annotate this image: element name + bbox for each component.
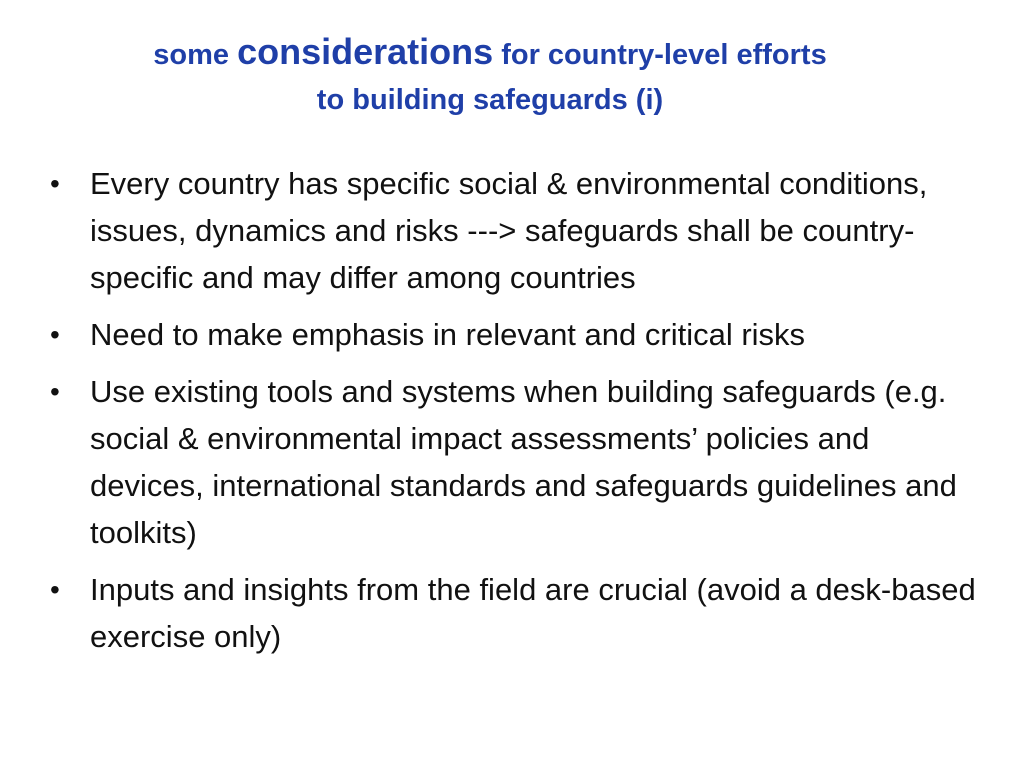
bullet-list <box>48 160 988 670</box>
bullet-dot-icon: • <box>50 319 60 350</box>
title-suffix: for country-level efforts <box>493 39 827 71</box>
bullet-dot-icon: • <box>50 168 60 199</box>
bullet-text: Inputs and insights from the field are crucial (avoid a desk-based exercise only) <box>90 572 976 654</box>
bullet-text: Use existing tools and systems when building safeguards (e.g. social & environmental impact assessments’ policies and devices, international standards and safeguards guidelines and toolkits) <box>90 374 957 550</box>
title-line-2: to building safeguards (i) <box>316 84 664 116</box>
bullet-text: Need to make emphasis in relevant and critical risks <box>90 317 806 352</box>
title-line-1 <box>60 28 920 84</box>
bullet-item <box>48 311 988 358</box>
bullet-text: Every country has specific social & environmental conditions, issues, dynamics and risks ---> safeguards shall be country-specific and may differ among countries <box>90 166 928 295</box>
title-prefix: some <box>153 39 238 71</box>
bullet-item <box>48 566 988 660</box>
bullet-item <box>48 368 988 556</box>
bullet-item <box>48 160 988 301</box>
bullet-dot-icon: • <box>50 376 60 407</box>
bullet-dot-icon: • <box>50 574 60 605</box>
title-emphasis: considerations <box>237 31 494 72</box>
slide-title <box>60 28 920 120</box>
